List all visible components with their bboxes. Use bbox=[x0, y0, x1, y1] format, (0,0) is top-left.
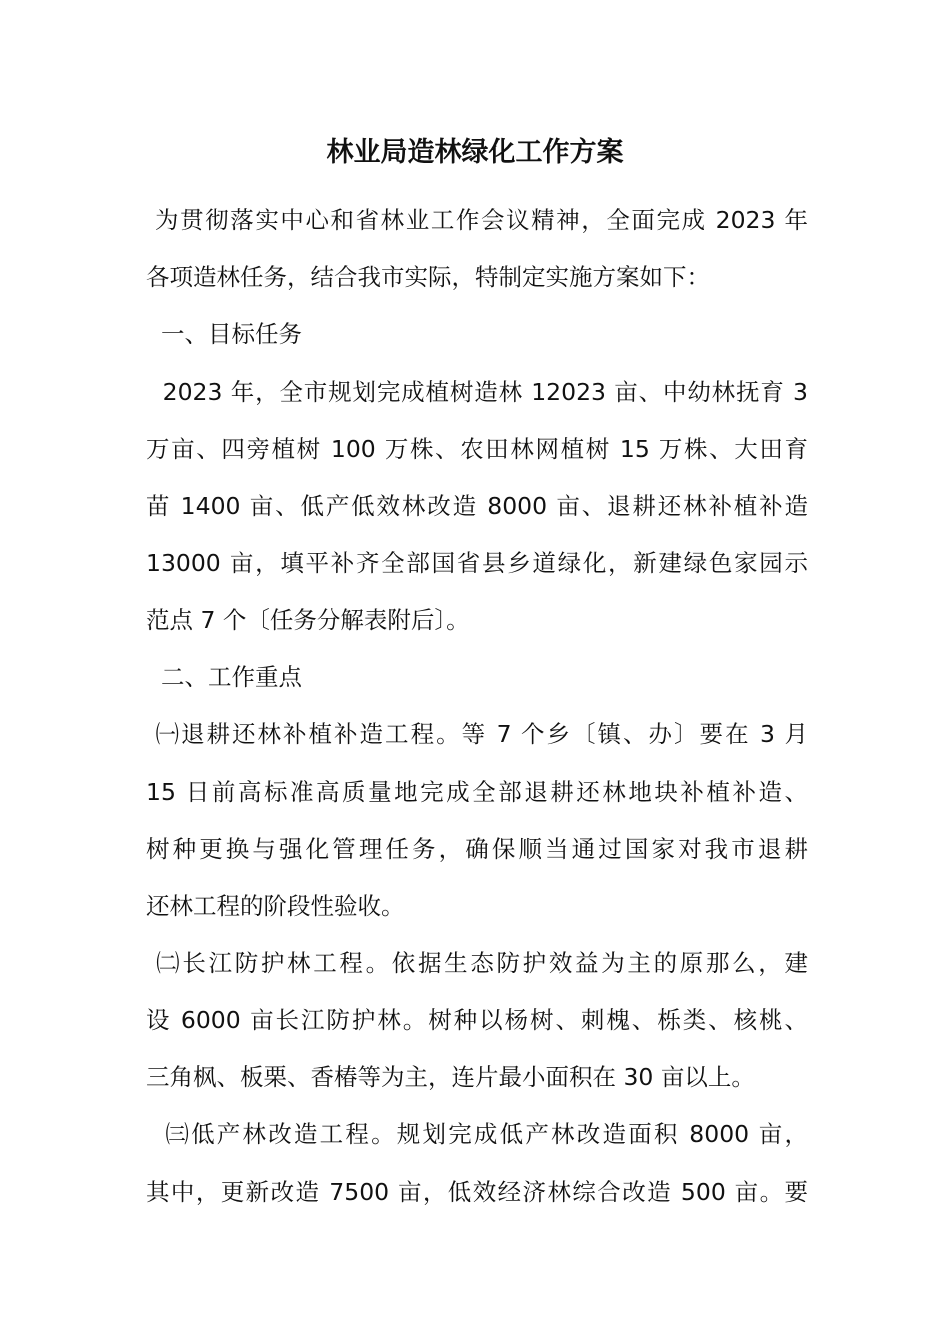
paragraph-line: 万亩、四旁植树 100 万株、农田林网植树 15 万株、大田育 bbox=[146, 435, 808, 463]
document-title: 林业局造林绿化工作方案 bbox=[326, 137, 624, 168]
paragraph-line: ㈠退耕还林补植补造工程。等 7 个乡〔镇、办〕要在 3 月 bbox=[146, 720, 808, 748]
paragraph-line: ㈡长江防护林工程。依据生态防护效益为主的原那么，建 bbox=[146, 949, 808, 977]
paragraph-line: ㈢低产林改造工程。规划完成低产林改造面积 8000 亩， bbox=[146, 1120, 808, 1148]
paragraph-line: 苗 1400 亩、低产低效林改造 8000 亩、退耕还林补植补造 bbox=[146, 492, 808, 520]
section-heading: 一、目标任务 bbox=[146, 320, 302, 348]
paragraph-line: 13000 亩，填平补齐全部国省县乡道绿化，新建绿色家园示 bbox=[146, 549, 808, 577]
paragraph-line: 三角枫、板栗、香椿等为主，连片最小面积在 30 亩以上。 bbox=[146, 1063, 755, 1091]
paragraph-line: 范点 7 个〔任务分解表附后〕。 bbox=[146, 606, 470, 634]
paragraph-line: 为贯彻落实中心和省林业工作会议精神，全面完成 2023 年 bbox=[146, 206, 808, 234]
paragraph-line: 树种更换与强化管理任务，确保顺当通过国家对我市退耕 bbox=[146, 835, 808, 863]
paragraph-line: 各项造林任务，结合我市实际，特制定实施方案如下： bbox=[146, 263, 710, 291]
paragraph-line: 还林工程的阶段性验收。 bbox=[146, 892, 405, 920]
section-heading: 二、工作重点 bbox=[146, 663, 302, 691]
paragraph-line: 其中，更新改造 7500 亩，低效经济林综合改造 500 亩。要 bbox=[146, 1178, 808, 1206]
paragraph-line: 2023 年，全市规划完成植树造林 12023 亩、中幼林抚育 3 bbox=[146, 378, 808, 406]
paragraph-line: 设 6000 亩长江防护林。树种以杨树、刺槐、栎类、核桃、 bbox=[146, 1006, 808, 1034]
paragraph-line: 15 日前高标准高质量地完成全部退耕还林地块补植补造、 bbox=[146, 778, 808, 806]
